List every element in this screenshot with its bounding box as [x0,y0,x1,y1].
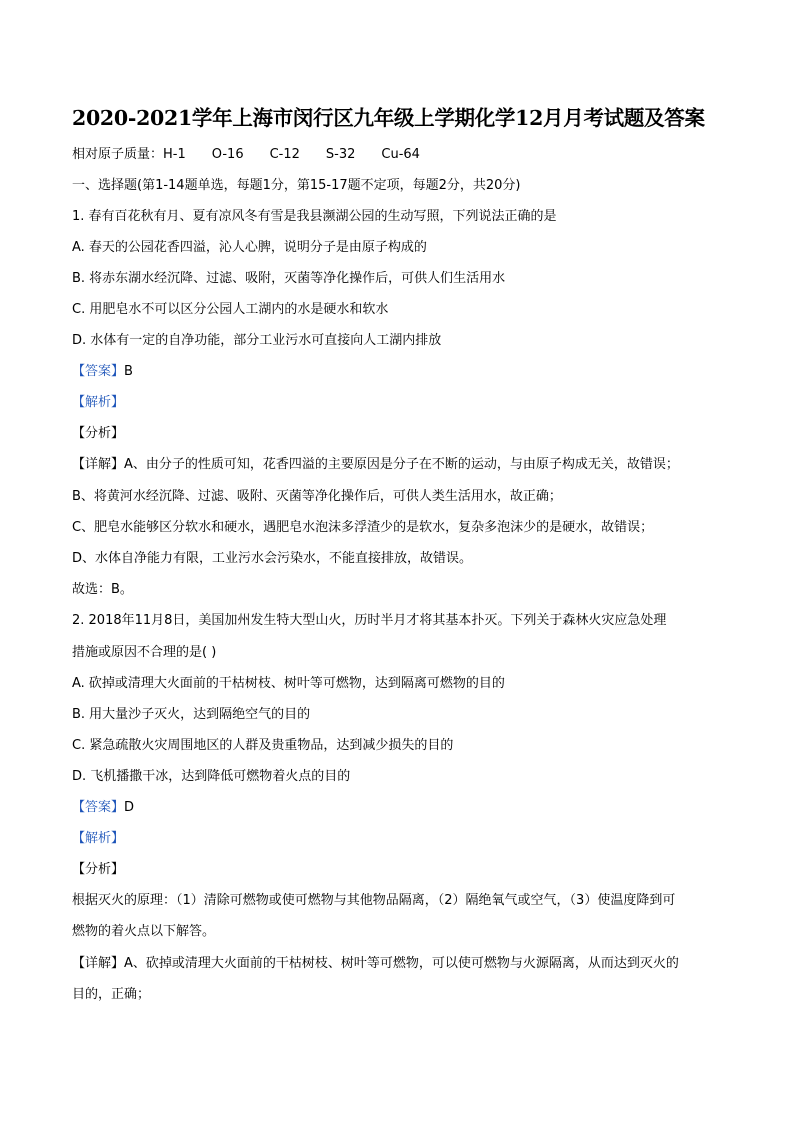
atomic-mass-s: S-32 [325,147,356,162]
atomic-mass-label: 相对原子质量： [72,147,164,162]
q1-detail-c: C、肥皂水能够区分软水和硬水，遇肥皂水泡沫多浮渣少的是软水，复杂多泡沫少的是硬水，故错误； [72,520,654,535]
q2-option-a: A. 砍掉或清理大火面前的干枯树枝、树叶等可燃物，达到隔离可燃物的目的 [72,676,505,691]
q1-conclusion: 故选：B。 [72,582,133,597]
q2-answer-tag: 【答案】 [72,800,125,815]
q1-detail-b: B、将黄河水经沉降、过滤、吸附、灭菌等净化操作后，可供人类生活用水，故正确； [72,489,562,504]
q1-fenxi-tag: 【分析】 [72,426,125,441]
atomic-mass-c: C-12 [269,147,300,162]
q2-option-b: B. 用大量沙子灭火，达到隔绝空气的目的 [72,707,311,722]
section-heading: 一、选择题(第1-14题单选，每题1分，第15-17题不定项，每题2分，共20分) [72,178,521,193]
q1-stem: 1. 春有百花秋有月、夏有凉风冬有雪是我县濒湖公园的生动写照，下列说法正确的是 [72,209,557,224]
q1-option-a: A. 春天的公园花香四溢，沁人心脾，说明分子是由原子构成的 [72,240,427,255]
q1-answer-value: B [124,364,133,379]
q1-option-c: C. 用肥皂水不可以区分公园人工湖内的水是硬水和软水 [72,302,389,317]
q2-detail-a-line2: 目的，正确； [72,987,151,1002]
q1-jiexi-tag: 【解析】 [72,395,125,410]
q2-answer [72,798,134,818]
atomic-mass-cu: Cu-64 [381,147,420,162]
q2-stem-line1: 2. 2018年11月8日，美国加州发生特大型山火，历时半月才将其基本扑灭。下列关于森林火灾应急处理 [72,613,667,628]
q1-detail-a [72,455,679,475]
q2-detail-a-text: A、砍掉或清理大火面前的干枯树枝、树叶等可燃物，可以使可燃物与火源隔离，从而达到灭火的 [124,956,679,971]
q2-detail-a-line1 [72,954,679,974]
q2-jiexi-tag: 【解析】 [72,831,125,846]
q1-detail-d: D、水体自净能力有限，工业污水会污染水，不能直接排放，故错误。 [72,551,473,566]
q1-answer-tag: 【答案】 [72,364,125,379]
atomic-mass-o: O-16 [211,147,244,162]
q1-answer [72,362,133,382]
q2-answer-value: D [124,800,135,815]
q2-analysis-line1: 根据灭火的原理：（1）清除可燃物或使可燃物与其他物品隔离，（2）隔绝氧气或空气，（3）使温度降到可 [72,893,676,908]
q2-detail-tag: 【详解】 [72,956,125,971]
q2-analysis-line2: 燃物的着火点以下解答。 [72,924,216,939]
q2-stem-line2: 措施或原因不合理的是( ) [72,645,217,660]
q1-detail-a-text: A、由分子的性质可知，花香四溢的主要原因是分子在不断的运动，与由原子构成无关，故错误； [124,457,679,472]
document-title: 2020-2021学年上海市闵行区九年级上学期化学12月月考试题及答案 [72,106,705,130]
atomic-mass-h: H-1 [163,147,186,162]
q2-option-d: D. 飞机播撒干冰，达到降低可燃物着火点的目的 [72,769,351,784]
q2-fenxi-tag: 【分析】 [72,862,125,877]
q2-option-c: C. 紧急疏散火灾周围地区的人群及贵重物品，达到减少损失的目的 [72,738,454,753]
q1-detail-tag: 【详解】 [72,457,125,472]
atomic-mass-line [72,145,446,165]
q1-option-d: D. 水体有一定的自净功能，部分工业污水可直接向人工湖内排放 [72,333,442,348]
q1-option-b: B. 将赤东湖水经沉降、过滤、吸附，灭菌等净化操作后，可供人们生活用水 [72,271,506,286]
